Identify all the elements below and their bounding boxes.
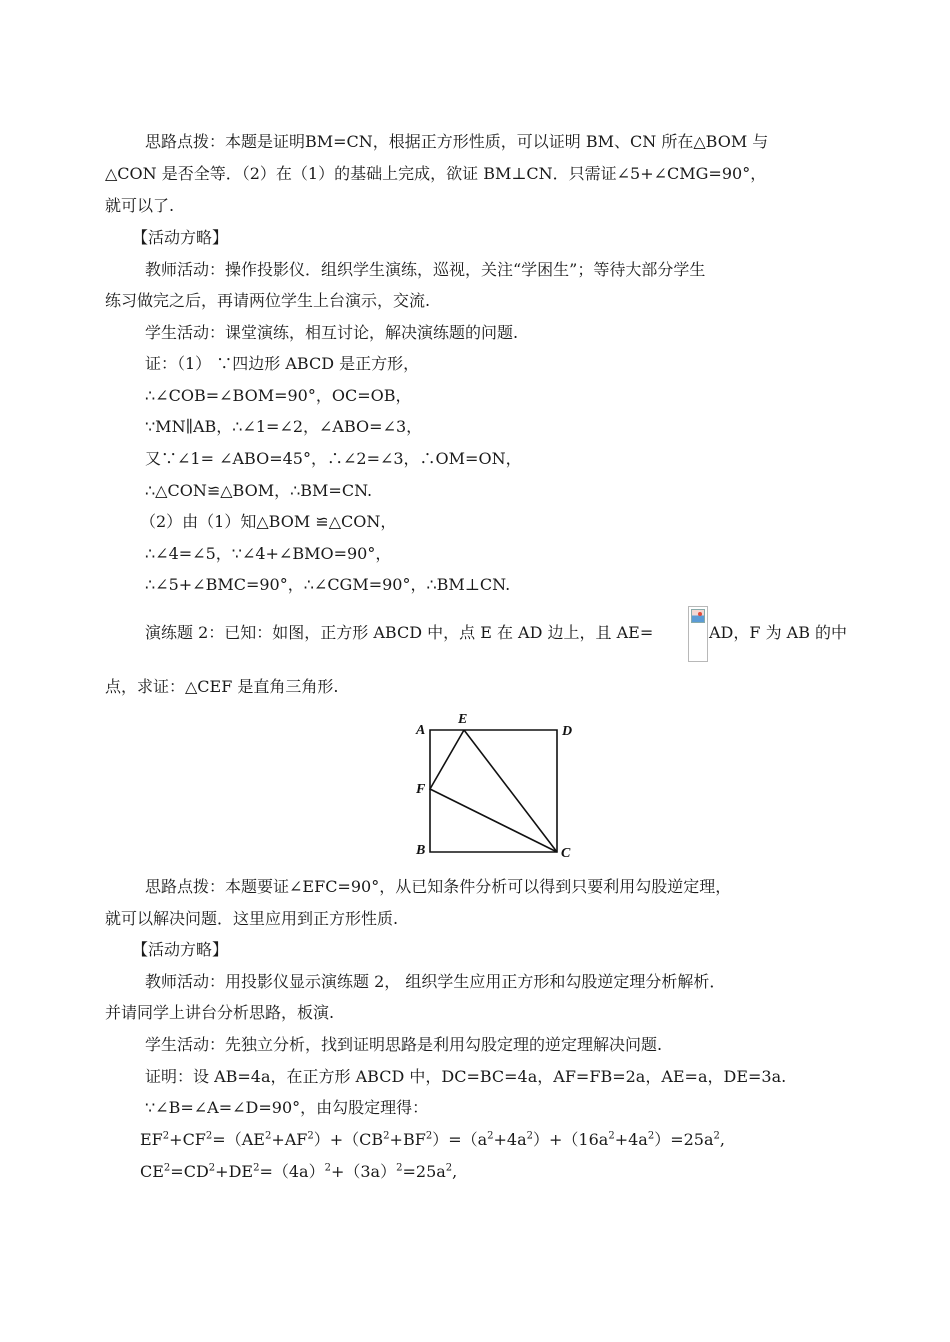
student-activity-1: 学生活动：课堂演练，相互讨论，解决演练题的问题. [145, 323, 519, 342]
proof1-line: 证：（1） ∵四边形 ABCD 是正方形， [145, 354, 420, 373]
proof1-line: （2）由（1）知△BOM ≌△CON， [140, 512, 397, 531]
proof1-line: ∴∠4=∠5，∵∠4+∠BMO=90°， [145, 544, 392, 563]
label-a: A [416, 723, 426, 738]
proof2-line1: 证明：设 AB=4a，在正方形 ABCD 中，DC=BC=4a，AF=FB=2a，AE=a，DE=3a. [145, 1067, 787, 1086]
label-c: C [561, 846, 571, 860]
equation-ef-cf: $EF^2+CF^2=(AE^2+AF^2)+(CB^2+BF^2)=(a^2+4a^2)+(16a^2+4a^2)=25a^2$, [140, 1130, 725, 1149]
equation-ce: $CE^2=CD^2+DE^2=(4a)^2+(3a)^2=25a^2$, [140, 1162, 458, 1181]
proof1-line: ∴∠5+∠BMC=90°，∴∠CGM=90°，∴BM⊥CN. [145, 575, 511, 594]
hint1-line1: 思路点拨：本题是证明BM=CN，根据正方形性质，可以证明 BM、CN 所在△BOM 与 [145, 132, 769, 151]
label-b: B [416, 843, 426, 858]
label-d: D [562, 724, 573, 739]
proof1-line: ∴△CON≌△BOM，∴BM=CN. [145, 481, 373, 500]
proof2-line2: ∵∠B=∠A=∠D=90°，由勾股定理得： [145, 1098, 429, 1117]
exercise2-line1b: AD，F 为 AB 的中 [709, 623, 848, 642]
label-e: E [458, 712, 468, 727]
proof1-line: ∵MN∥AB，∴∠1=∠2，∠ABO=∠3， [145, 417, 423, 436]
proof1-line: ∴∠COB=∠BOM=90°，OC=OB， [145, 386, 412, 405]
label-f: F [416, 782, 426, 797]
proof1-line: 又∵∠1= ∠ABO=45°，∴∠2=∠3，∴OM=ON， [145, 449, 522, 468]
square-figure [405, 708, 585, 860]
hint2-line2: 就可以解决问题．这里应用到正方形性质. [105, 909, 399, 928]
triangle-cef [430, 730, 557, 852]
activity-heading-1: 【活动方略】 [132, 228, 229, 247]
hint1-line2: △CON 是否全等．（2）在（1）的基础上完成，欲证 BM⊥CN．只需证∠5+∠CMG=90°， [105, 164, 767, 183]
image-icon [691, 609, 705, 623]
teacher-activity-2-line1: 教师活动：用投影仪显示演练题 2， 组织学生应用正方形和勾股逆定理分析解析． [145, 972, 726, 991]
exercise2-line1a: 演练题 2：已知：如图，正方形 ABCD 中，点 E 在 AD 边上，且 AE= [145, 623, 654, 642]
activity-heading-2: 【活动方略】 [132, 940, 229, 959]
teacher-activity-1-line1: 教师活动：操作投影仪．组织学生演练，巡视，关注“学困生”；等待大部分学生 [145, 260, 706, 279]
teacher-activity-2-line2: 并请同学上讲台分析思路，板演. [105, 1003, 335, 1022]
square-abcd [430, 730, 557, 852]
student-activity-2: 学生活动：先独立分析，找到证明思路是利用勾股定理的逆定理解决问题. [145, 1035, 663, 1054]
exercise2-line2: 点，求证：△CEF 是直角三角形. [105, 677, 339, 696]
hint2-line1: 思路点拨：本题要证∠EFC=90°，从已知条件分析可以得到只要利用勾股逆定理， [145, 877, 732, 896]
hint1-line3: 就可以了. [105, 196, 175, 215]
fraction-image-placeholder [688, 606, 708, 662]
teacher-activity-1-line2: 练习做完之后，再请两位学生上台演示，交流. [105, 291, 431, 310]
